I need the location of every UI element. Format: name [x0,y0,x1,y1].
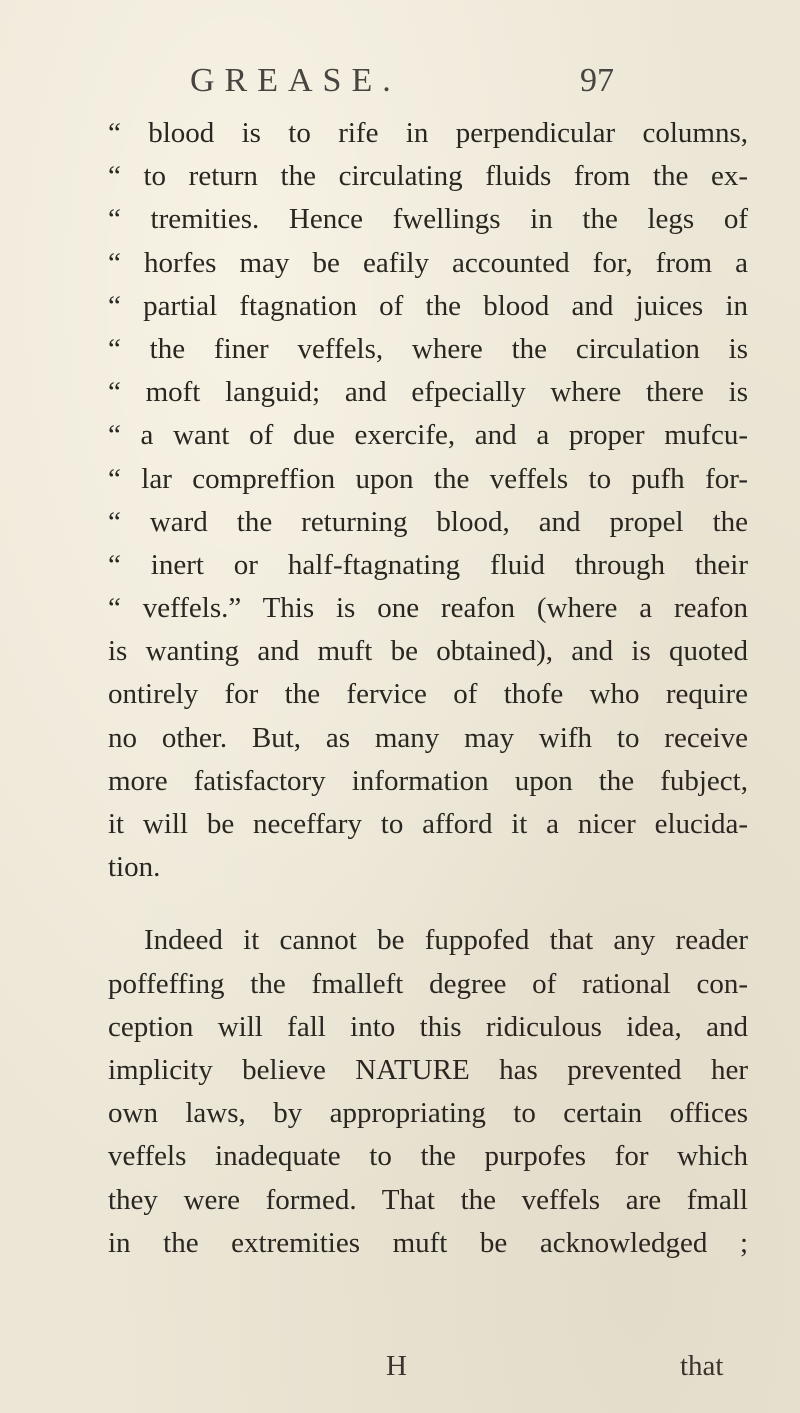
paragraph-gap [108,889,748,919]
text-line: “ a want of due exercife, and a proper mufcu- [108,419,748,452]
text-line: it will be neceffary to afford it a nicer elucida- [108,808,748,840]
text-line: “ moft languid; and efpecially where there is [108,376,748,409]
text-line: no other. But, as many may wifh to receive [108,721,748,754]
page-header [0,62,800,112]
text-line: “ partial ftagnation of the blood and juices in [108,289,748,322]
text-line: “ lar compreffion upon the veffels to pufh for- [108,462,748,495]
paragraph-1 [108,112,748,889]
text-line: “ blood is to rife in perpendicular columns, [108,117,748,149]
text-line: “ to return the circulating fluids from the ex- [108,160,748,193]
text-line: “ ward the returning blood, and propel the [108,505,748,538]
text-line: more fatisfactory information upon the fubject, [108,764,748,797]
text-line: “ veffels.” This is one reafon (where a reafon [108,592,748,625]
text-line: is wanting and muft be obtained), and is quoted [108,635,748,668]
paragraph-2 [108,919,748,1265]
running-head: GREASE. [190,62,401,99]
text-line: in the extremities muft be acknowledged ; [108,1226,748,1259]
text-line: “ inert or half-ftagnating fluid through their [108,548,748,581]
text-line: implicity believe NATURE has prevented her [108,1053,748,1086]
text-line: own laws, by appropriating to certain offices [108,1097,748,1130]
text-line: “ horfes may be eafily accounted for, from a [108,246,748,279]
text-line: Indeed it cannot be fuppofed that any reader [144,924,748,957]
signature-mark: H [386,1350,407,1382]
text-line: ception will fall into this ridiculous idea, and [108,1010,748,1043]
text-line: poffeffing the fmalleft degree of rational con- [108,967,748,1000]
text-line: they were formed. That the veffels are fmall [108,1183,748,1216]
catchword: that [680,1350,724,1382]
text-line: “ tremities. Hence fwellings in the legs of [108,203,748,236]
page-footer [0,1350,800,1390]
text-line: “ the finer veffels, where the circulation is [108,332,748,365]
text-line: ontirely for the fervice of thofe who require [108,678,748,711]
body-text [108,112,748,1265]
text-line: veffels inadequate to the purpofes for which [108,1140,748,1173]
text-line: tion. [108,851,161,884]
page-number: 97 [580,62,614,99]
